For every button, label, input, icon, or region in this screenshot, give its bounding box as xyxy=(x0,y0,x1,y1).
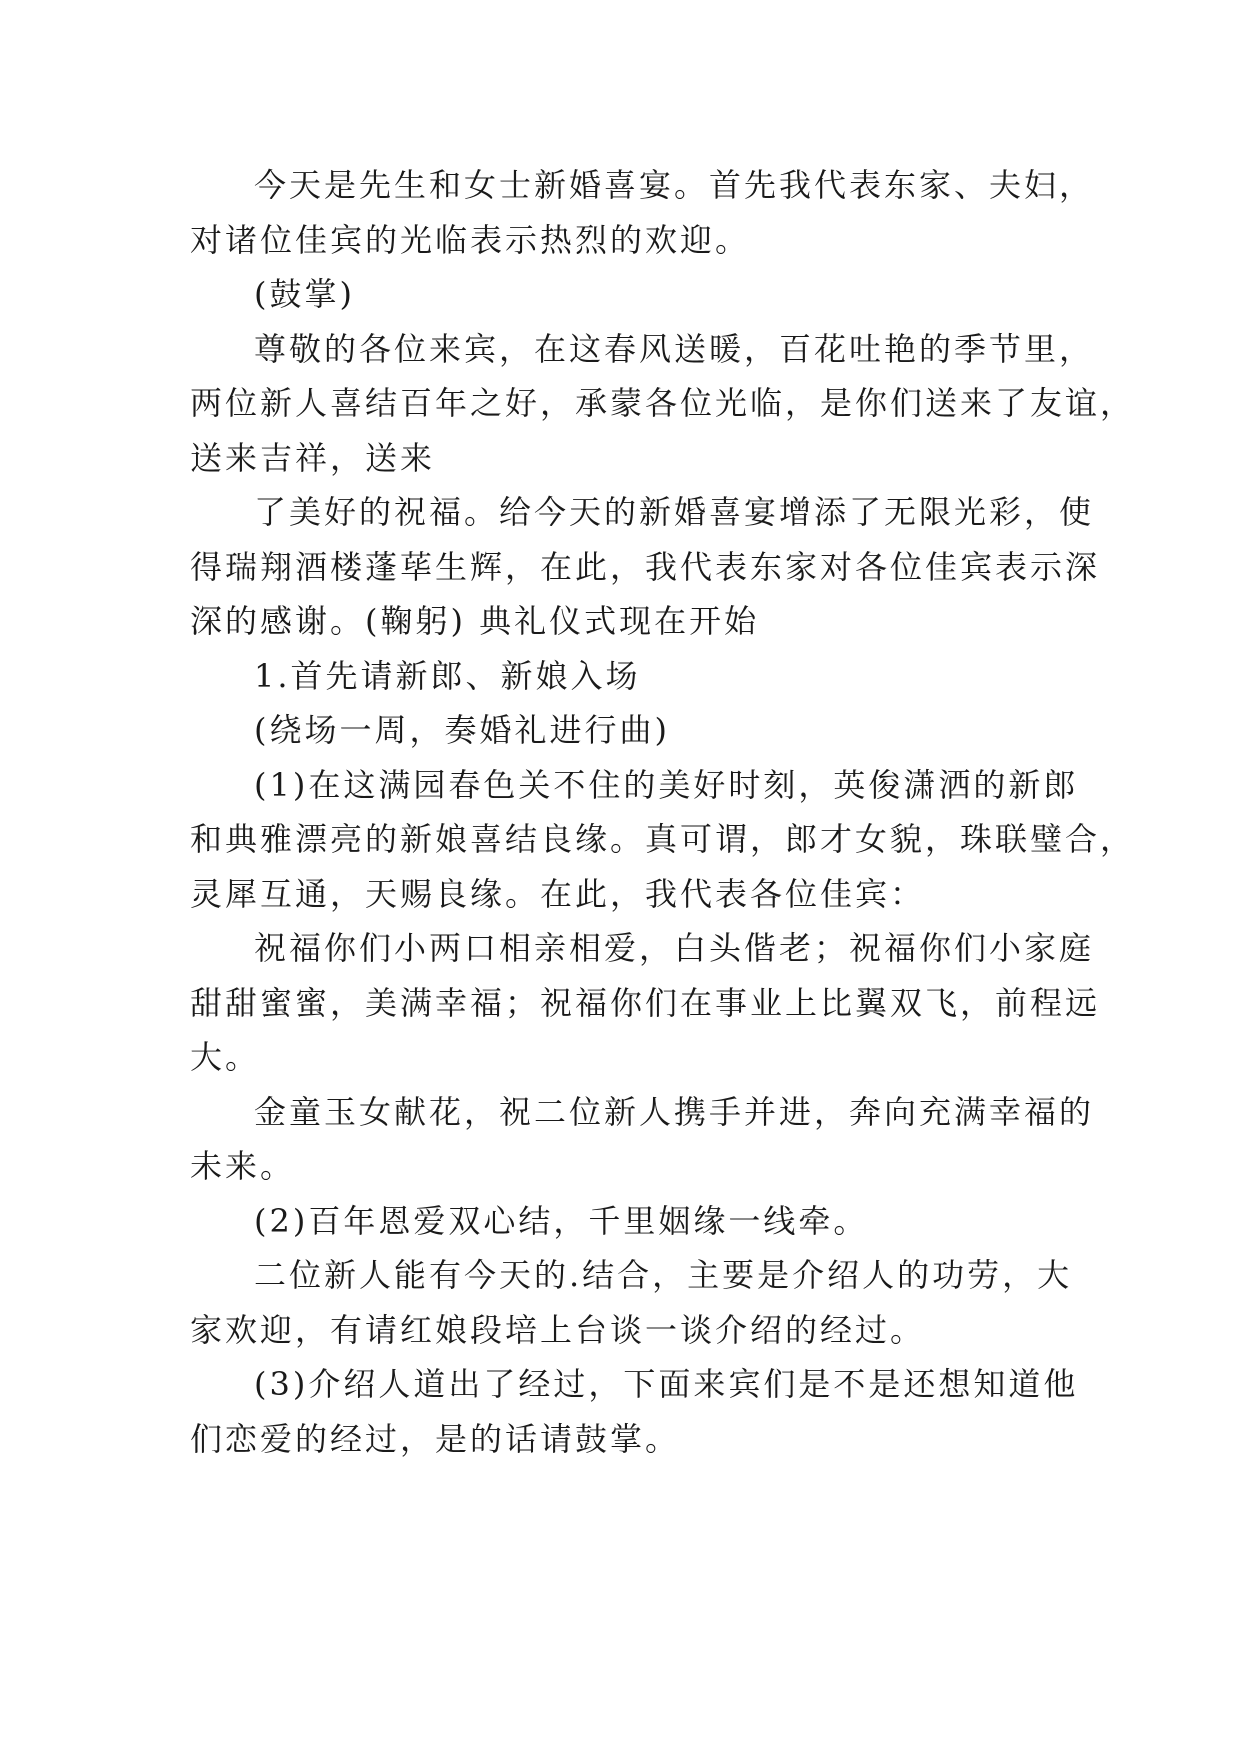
text-line: (3)介绍人道出了经过，下面来宾们是不是还想知道他 xyxy=(254,1365,1079,1403)
text-line: 甜甜蜜蜜，美满幸福；祝福你们在事业上比翼双飞，前程远 xyxy=(190,983,1101,1022)
paragraph xyxy=(190,1194,1050,1249)
text-line: 祝福你们小两口相亲相爱，白头偕老；祝福你们小家庭 xyxy=(254,929,1095,967)
text-line: (鼓掌) xyxy=(254,275,355,313)
text-line: (2)百年恩爱双心结，千里姻缘一线牵。 xyxy=(254,1201,869,1240)
paragraph xyxy=(190,267,1050,322)
text-line: 未来。 xyxy=(190,1147,296,1185)
text-line: 灵犀互通，天赐良缘。在此，我代表各位佳宾： xyxy=(190,874,926,913)
paragraph xyxy=(190,322,1136,486)
text-line: 深的感谢。(鞠躬) 典礼仪式现在开始 xyxy=(190,602,760,640)
paragraph xyxy=(190,921,1101,1085)
text-line: 今天是先生和女士新婚喜宴。首先我代表东家、夫妇， xyxy=(254,166,1095,204)
text-line: (1)在这满园春色关不住的美好时刻，英俊潇洒的新郎 xyxy=(254,765,1079,804)
text-line: 了美好的祝福。给今天的新婚喜宴增添了无限光彩，使 xyxy=(254,493,1095,531)
text-line: 对诸位佳宾的光临表示热烈的欢迎。 xyxy=(190,220,751,259)
paragraph xyxy=(190,485,1101,649)
text-line: 尊敬的各位来宾，在这春风送暖，百花吐艳的季节里， xyxy=(254,329,1095,368)
text-line: 们恋爱的经过，是的话请鼓掌。 xyxy=(190,1419,681,1458)
text-line: 大。 xyxy=(190,1038,261,1076)
paragraph xyxy=(190,1085,1095,1194)
text-line: 家欢迎，有请红娘段培上台谈一谈介绍的经过。 xyxy=(190,1310,926,1349)
paragraph xyxy=(190,1248,1073,1357)
document-body xyxy=(190,158,1136,1466)
text-line: (绕场一周，奏婚礼进行曲) xyxy=(254,711,670,749)
text-line: 送来吉祥，送来 xyxy=(190,438,436,477)
paragraph xyxy=(190,758,1136,922)
text-line: 两位新人喜结百年之好，承蒙各位光临，是你们送来了友谊， xyxy=(190,384,1136,422)
text-line: 和典雅漂亮的新娘喜结良缘。真可谓，郎才女貌，珠联璧合， xyxy=(190,820,1136,858)
text-line: 得瑞翔酒楼蓬荜生辉，在此，我代表东家对各位佳宾表示深 xyxy=(190,547,1101,586)
text-line: 二位新人能有今天的.结合，主要是介绍人的功劳，大 xyxy=(254,1256,1073,1294)
text-line: 1.首先请新郎、新娘入场 xyxy=(254,656,641,695)
paragraph xyxy=(190,158,1095,267)
paragraph xyxy=(190,1357,1079,1466)
paragraph xyxy=(190,703,1050,758)
paragraph xyxy=(190,649,1050,704)
text-line: 金童玉女献花，祝二位新人携手并进，奔向充满幸福的 xyxy=(254,1092,1095,1131)
